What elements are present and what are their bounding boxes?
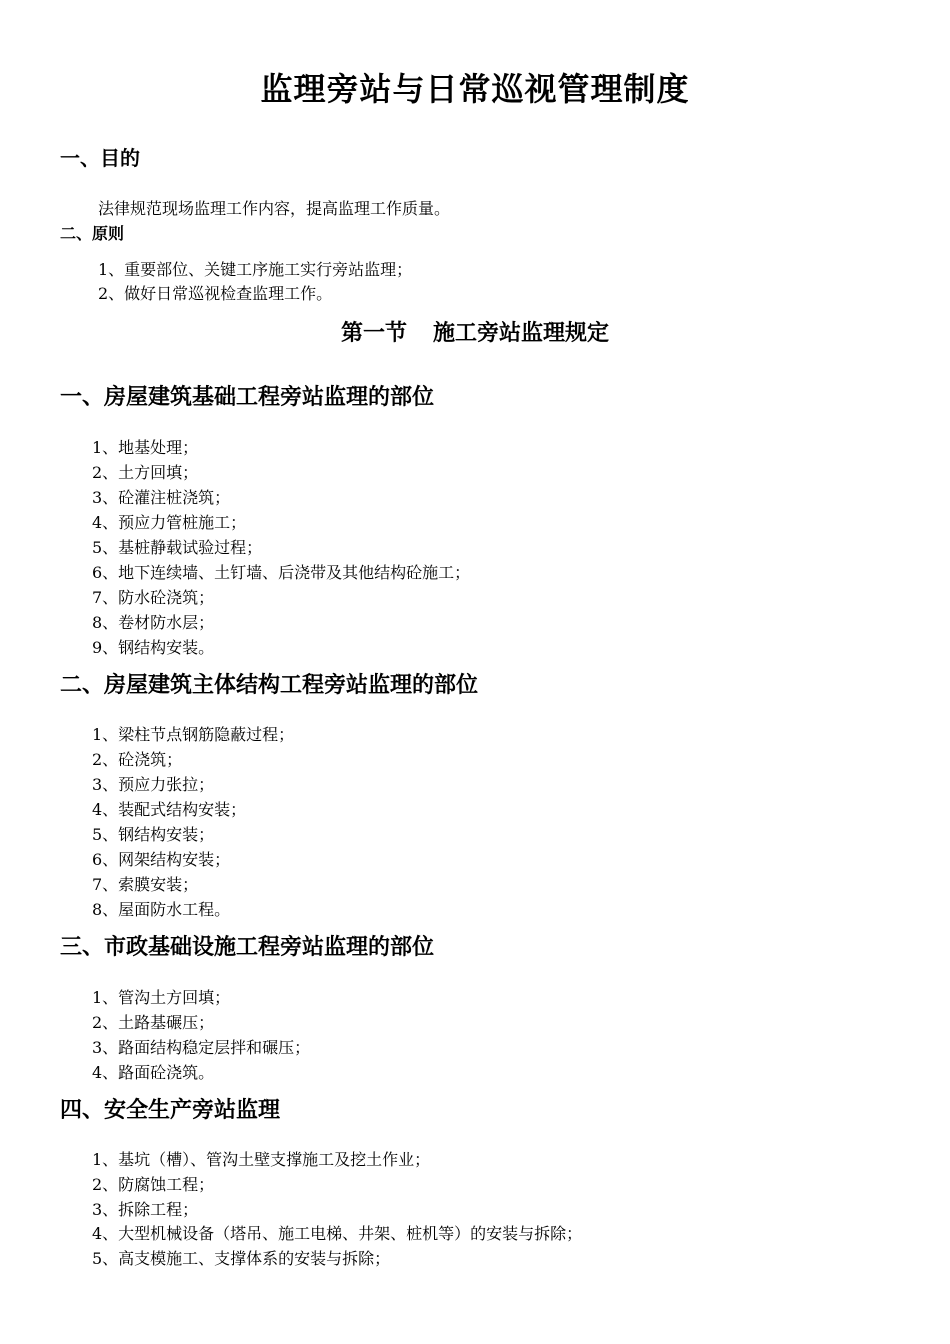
principle-list [98,258,412,306]
list-item: 6、地下连续墙、土钉墙、后浇带及其他结构砼施工； [92,563,471,582]
purpose-heading: 一、目的 [60,146,140,170]
list-item: 5、高支模施工、支撑体系的安装与拆除； [92,1249,391,1269]
list-item: 1、基坑（槽）、管沟土壁支撑施工及挖土作业； [92,1150,431,1169]
list-item: 1、地基处理； [92,438,199,457]
part-list-main-structure [92,722,294,922]
list-item: 9、钢结构安装。 [92,638,215,657]
list-item: 2、做好日常巡视检查监理工作。 [98,284,333,303]
list-item: 8、屋面防水工程。 [92,900,231,919]
list-item: 4、装配式结构安装； [92,800,247,819]
part-heading-municipal: 三、市政基础设施工程旁站监理的部位 [60,934,435,960]
list-item: 1、管沟土方回填； [92,988,231,1007]
list-item: 2、土路基碾压； [92,1013,215,1032]
list-item: 2、土方回填； [92,463,199,482]
list-item: 1、重要部位、关键工序施工实行旁站监理； [98,260,413,279]
list-item: 2、防腐蚀工程； [92,1174,215,1194]
chapter-number: 第一节 [340,320,407,346]
document-title: 监理旁站与日常巡视管理制度 [260,70,690,108]
chapter-title: 施工旁站监理规定 [433,320,610,346]
list-item: 3、拆除工程； [92,1199,199,1219]
list-item: 5、基桩静载试验过程； [92,538,263,557]
list-item: 4、路面砼浇筑。 [92,1063,215,1082]
list-item: 7、索膜安装； [92,875,199,894]
list-item: 5、钢结构安装； [92,825,215,844]
principle-heading: 二、原则 [60,224,125,243]
list-item: 4、预应力管桩施工； [92,513,247,532]
list-item: 3、路面结构稳定层拌和碾压； [92,1038,311,1057]
list-item: 2、砼浇筑； [92,750,183,769]
purpose-text: 法律规范现场监理工作内容，提高监理工作质量。 [98,199,451,218]
part-heading-main-structure: 二、房屋建筑主体结构工程旁站监理的部位 [60,672,479,698]
list-item: 6、网架结构安装； [92,850,231,869]
part-heading-foundation: 一、房屋建筑基础工程旁站监理的部位 [60,384,435,410]
list-item: 8、卷材防水层； [92,613,215,632]
part-heading-safety: 四、安全生产旁站监理 [60,1097,281,1123]
part-list-foundation [92,435,470,660]
chapter-heading [0,318,950,348]
list-item: 7、防水砼浇筑； [92,588,215,607]
list-item: 3、砼灌注桩浇筑； [92,488,231,507]
list-item: 1、梁柱节点钢筋隐蔽过程； [92,725,295,744]
list-item: 3、预应力张拉； [92,775,215,794]
part-list-safety [92,1148,582,1272]
part-list-municipal [92,985,310,1085]
list-item: 4、大型机械设备（塔吊、施工电梯、井架、桩机等）的安装与拆除； [92,1224,583,1244]
